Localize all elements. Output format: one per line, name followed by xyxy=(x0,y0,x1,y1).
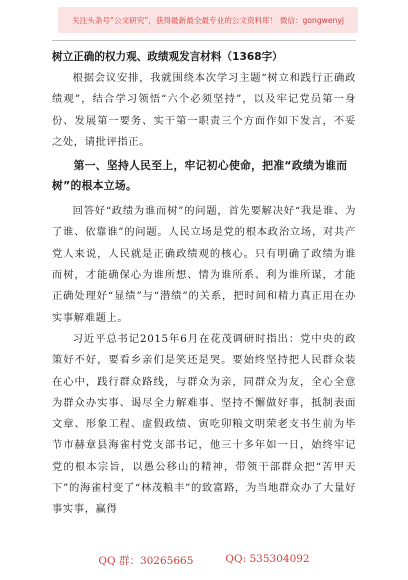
section1-heading: 第一、坚持人民至上，牢记初心使命，把准“政绩为谁而树”的根本立场。 xyxy=(52,159,348,193)
document-title: 树立正确的权力观、政绩观发言材料（1368字） xyxy=(52,51,283,63)
section1-paragraph-2: 习近平总书记2015年6月在花茂调研时指出：党中央的政策好不好，要看乡亲们是笑还是哭。要始终坚持把人民群众装在心中，践行群众路线，与群众为亲，同群众为友，全心全意为群众办实事、谒尽全力解难事、坚持不懈做好事，抵制表面文章、形象工程、虚假政绩、寅吃卯粮文明荣老支书生前为毕节市赫章县海雀村党支部书记，他三十多年如一日，始终牢记党的根本宗旨，以愚公移山的精神，带领干部群众把“苦甲天下”的海雀村变了“林茂粮丰”的致富路，为当地群众办了大量好事实事，赢得 xyxy=(52,332,356,516)
section1-paragraph-1: 回答好“政绩为谁而树”的问题，首先要解决好“我是谁、为了谁、依靠谁”的问题。人民立场是党的根本政治立场，对共产党人来说，人民就是正确政绩观的核心。只有明确了政绩为谁而树，才能确保心为谁所想、情为谁所系、利为谁所谋，才能正确处理好“显绩”与“潜绩”的关系，把时间和精力真正用在办实事解难题上。 xyxy=(52,205,356,324)
header-banner-text: 关注头条号“公文研究”，获得最新最全最专业的公文资料库！ 微信：gongwenyj xyxy=(72,15,344,25)
footer xyxy=(0,553,408,568)
footer-qq: QQ: 535304092 xyxy=(225,553,310,565)
intro-paragraph: 根据会议安排，我就围绕本次学习主题“树立和践行正确政绩观”，结合学习领悟“六个必须坚持”，以及牢记党员第一身份、发展第一要务、实干第一职责三个方面作如下发言，不妥之处，请批评指正。 xyxy=(52,72,356,148)
footer-qq-group: QQ 群：30265665 xyxy=(98,555,194,567)
header-divider xyxy=(52,40,356,41)
document-body xyxy=(52,48,356,521)
header-banner xyxy=(58,7,358,33)
